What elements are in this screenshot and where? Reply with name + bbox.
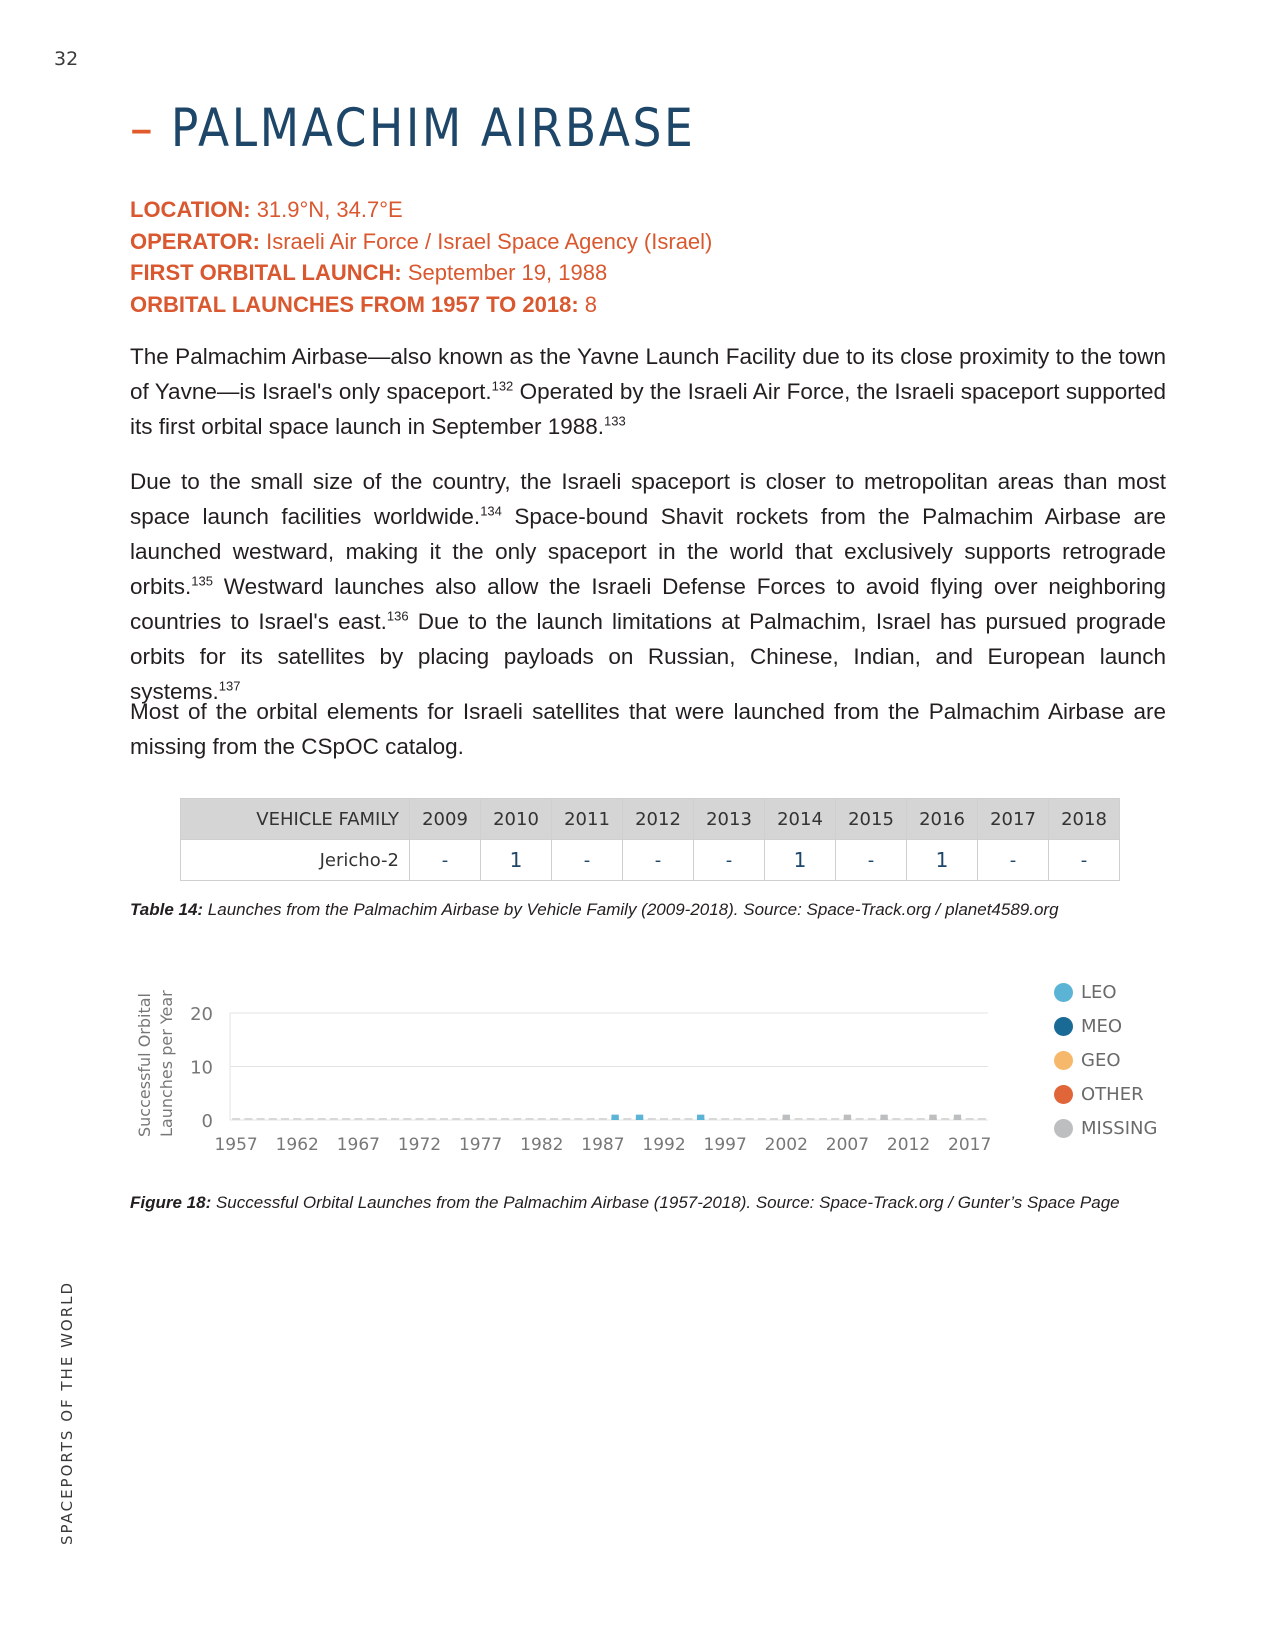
fact-label: LOCATION: [130, 197, 251, 222]
y-axis-label: Launches per Year [157, 990, 176, 1137]
fact-label: ORBITAL LAUNCHES FROM 1957 TO 2018: [130, 291, 579, 317]
legend-item-leo [1054, 975, 1157, 1009]
legend-item-geo [1054, 1043, 1157, 1077]
column-header-year: 2011 [552, 799, 623, 840]
table-cell: - [978, 840, 1049, 881]
vehicle-family-cell: Jericho-2 [181, 840, 410, 881]
body-paragraph-1 [130, 339, 1166, 444]
footnote-ref: 136 [386, 608, 409, 624]
table-cell: - [1049, 840, 1120, 881]
legend-swatch [1054, 1051, 1073, 1070]
x-tick-label: 1962 [275, 1135, 319, 1155]
x-tick-label: 2007 [825, 1135, 870, 1155]
page-title [130, 98, 695, 159]
legend-item-missing [1054, 1111, 1157, 1145]
table-header-row [181, 799, 1120, 840]
caption-text: Launches from the Palmachim Airbase by Vehicle Family (2009-2018). Source: Space-Track.org / planet4589.org [203, 900, 1059, 919]
table-cell: 1 [765, 840, 836, 881]
bar-leo-1990 [636, 1115, 643, 1120]
table-cell: - [552, 840, 623, 881]
body-paragraph-3: Most of the orbital elements for Israeli satellites that were launched from the Palmachim Airbase are missing from the CSpOC catalog. [130, 699, 1166, 759]
column-header-vehicle-family: VEHICLE FAMILY [181, 799, 410, 840]
column-header-year: 2014 [765, 799, 836, 840]
chart-legend [1054, 975, 1157, 1145]
x-tick-label: 1982 [520, 1135, 564, 1155]
page-number: 32 [54, 48, 79, 70]
title-text: PALMACHIM AIRBASE [170, 98, 696, 159]
figure-caption [130, 1193, 1120, 1213]
footnote-ref: 135 [191, 573, 213, 589]
paragraph-text: Westward launches also allow the Israeli Defense Forces to avoid flying over neighboring countries to Israel's east. [130, 574, 1166, 634]
chart-ticks [190, 1004, 991, 1155]
fact-first-launch [130, 257, 712, 289]
table-cell: - [836, 840, 907, 881]
x-tick-label: 1997 [703, 1135, 747, 1155]
column-header-year: 2010 [481, 799, 552, 840]
y-axis-label: Successful Orbital [135, 992, 154, 1137]
x-tick-label: 1992 [642, 1135, 686, 1155]
table-cell: 1 [907, 840, 978, 881]
fact-value: September 19, 1988 [401, 260, 608, 285]
bar-missing-2016 [954, 1115, 961, 1120]
legend-item-other [1054, 1077, 1157, 1111]
fact-label: OPERATOR: [130, 228, 260, 254]
paragraph-text: Space-bound Shavit rockets from the Palmachim Airbase are launched westward, making it the only spaceport in the world that exclusively supports retrograde orbits. [130, 504, 1166, 599]
x-tick-label: 1972 [397, 1135, 442, 1155]
x-tick-label: 2017 [948, 1135, 992, 1155]
column-header-year: 2016 [907, 799, 978, 840]
x-tick-label: 1967 [336, 1135, 381, 1155]
x-tick-label: 1957 [214, 1135, 258, 1155]
legend-label: MISSING [1081, 1117, 1158, 1139]
x-tick-label: 2002 [764, 1135, 808, 1155]
legend-label: MEO [1081, 1015, 1123, 1037]
legend-swatch [1054, 1119, 1073, 1138]
fact-value: 31.9°N, 34.7°E [250, 197, 403, 222]
side-running-title: SPACEPORTS OF THE WORLD [58, 1280, 76, 1545]
column-header-year: 2015 [836, 799, 907, 840]
bar-leo-1988 [611, 1115, 618, 1120]
legend-swatch [1054, 1085, 1073, 1104]
column-header-year: 2017 [978, 799, 1049, 840]
footnote-ref: 134 [480, 503, 502, 519]
paragraph-text: Operated by the Israeli Air Force, the Israeli spaceport supported its first orbital space launch in September 1988. [130, 379, 1166, 439]
column-header-year: 2018 [1049, 799, 1120, 840]
body-paragraph-2 [130, 464, 1166, 709]
table-caption [130, 900, 1059, 920]
bar-missing-2002 [783, 1115, 790, 1120]
fact-location [130, 194, 712, 226]
table-cell: 1 [481, 840, 552, 881]
footnote-ref: 133 [604, 413, 626, 429]
legend-item-meo [1054, 1009, 1157, 1043]
bar-missing-2007 [844, 1115, 851, 1120]
paragraph-text: Due to the small size of the country, the Israeli spaceport is closer to metropolitan areas than most space launch facilities worldwide. [130, 469, 1166, 529]
launch-table [180, 798, 1120, 881]
chart-grid [230, 1013, 988, 1120]
title-dash: – [130, 98, 156, 159]
legend-label: OTHER [1081, 1083, 1144, 1105]
spaceport-facts [130, 194, 712, 320]
y-tick-label: 20 [190, 1004, 213, 1025]
footnote-ref: 132 [491, 378, 514, 394]
fact-operator [130, 226, 712, 258]
fact-label: FIRST ORBITAL LAUNCH: [130, 260, 402, 285]
fact-value: Israeli Air Force / Israel Space Agency (Israel) [259, 228, 713, 254]
footnote-ref: 137 [218, 678, 241, 694]
x-tick-label: 2012 [886, 1135, 931, 1155]
column-header-year: 2009 [410, 799, 481, 840]
table-cell: - [694, 840, 765, 881]
column-header-year: 2012 [623, 799, 694, 840]
x-tick-label: 1977 [458, 1135, 503, 1155]
bar-missing-2010 [880, 1115, 887, 1120]
fact-launch-count [130, 289, 712, 321]
table-row [181, 840, 1120, 881]
table-cell: - [623, 840, 694, 881]
caption-label: Table 14: [130, 900, 204, 919]
legend-swatch [1054, 983, 1073, 1002]
legend-label: LEO [1081, 981, 1117, 1003]
fact-value: 8 [578, 291, 598, 317]
legend-swatch [1054, 1017, 1073, 1036]
legend-label: GEO [1081, 1049, 1121, 1071]
y-tick-label: 10 [190, 1057, 213, 1079]
table-cell: - [410, 840, 481, 881]
bar-missing-2014 [929, 1115, 936, 1120]
chart-bars [232, 1115, 986, 1120]
bar-leo-1995 [697, 1115, 704, 1120]
caption-text: Successful Orbital Launches from the Palmachim Airbase (1957-2018). Source: Space-Track.org / Gunter’s Space Page [211, 1193, 1120, 1212]
caption-label: Figure 18: [130, 1193, 212, 1212]
x-tick-label: 1987 [581, 1135, 625, 1155]
launch-chart [120, 965, 1040, 1180]
paragraph-text: Due to the launch limitations at Palmachim, Israel has pursued prograde orbits for its satellites by placing payloads on Russian, Chinese, Indian, and European launch systems. [130, 609, 1166, 704]
paragraph-text: The Palmachim Airbase—also known as the Yavne Launch Facility due to its close proximity to the town of Yavne—is Israel's only spaceport. [130, 344, 1166, 404]
y-tick-label: 0 [201, 1111, 213, 1132]
column-header-year: 2013 [694, 799, 765, 840]
